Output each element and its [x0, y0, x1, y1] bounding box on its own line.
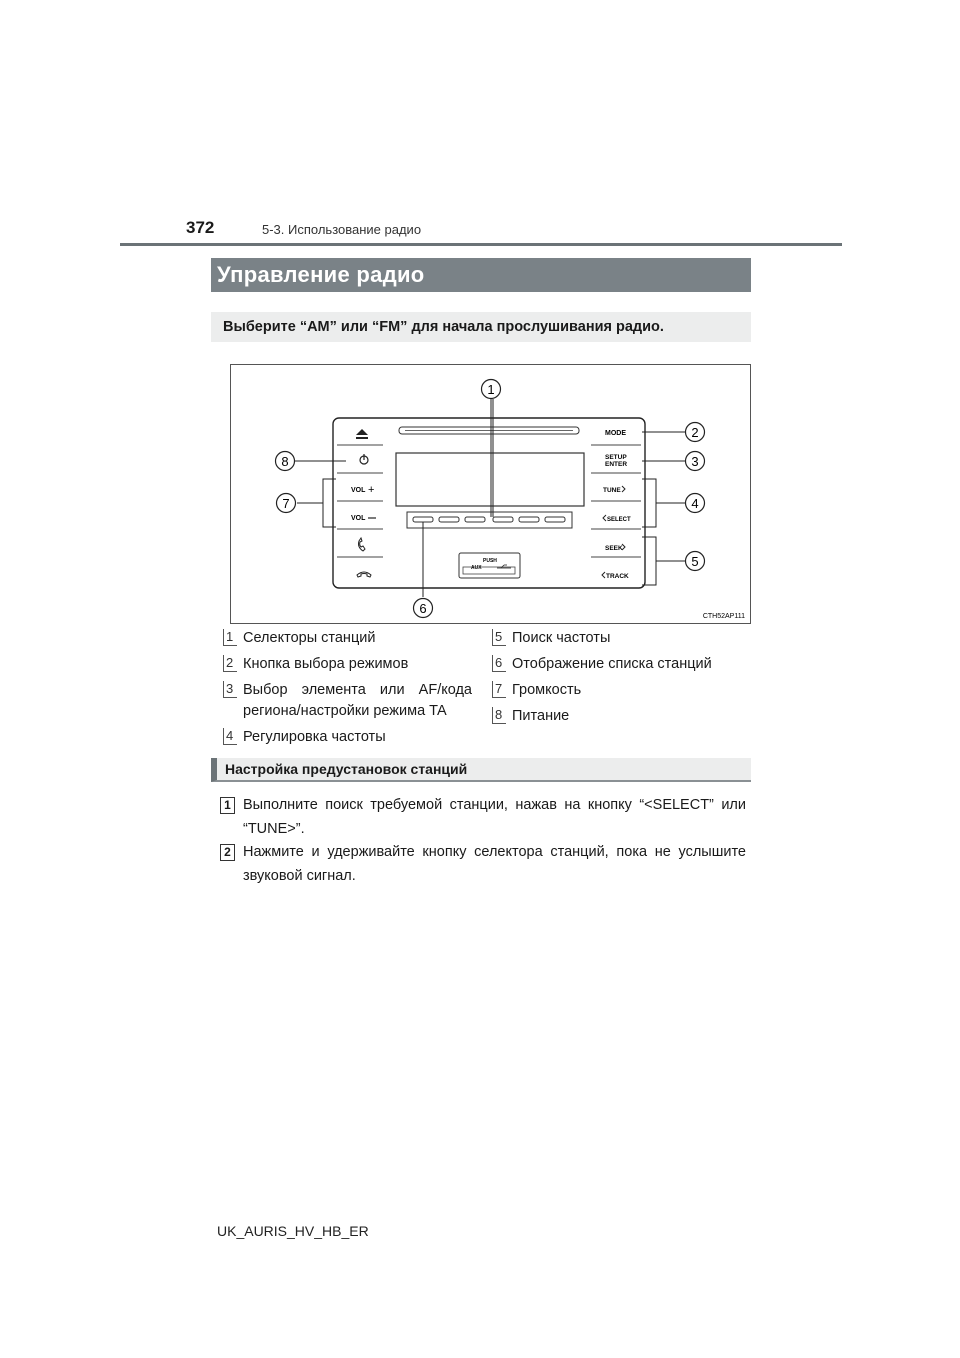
legend-text: Питание: [512, 708, 570, 724]
callout-3: [686, 452, 705, 471]
setup-label: SETUP: [605, 454, 627, 461]
callout-1: [482, 380, 501, 399]
legend-text: Кнопка выбора режимов: [243, 656, 409, 672]
page-title: Управление радио: [211, 258, 751, 292]
vol-minus-label: VOL: [351, 515, 366, 522]
aux-label: AUX: [471, 565, 482, 571]
legend-item-6: [492, 655, 747, 677]
legend-text: Селекторы станций: [243, 630, 376, 646]
callout-8: [276, 452, 295, 471]
legend-text: Регулировка частоты: [243, 729, 386, 745]
legend-text: Отображение списка станций: [512, 656, 712, 672]
legend-item-8: [492, 707, 747, 729]
step-number: 1: [220, 797, 235, 814]
callout-7: [277, 494, 296, 513]
legend-number: 2: [223, 655, 237, 672]
svg-text:4: 4: [691, 496, 699, 511]
legend-number: 8: [492, 707, 506, 724]
page-number: 372: [186, 218, 215, 237]
select-label: SELECT: [607, 517, 631, 523]
callout-4: [686, 494, 705, 513]
legend-text: Поиск частоты: [512, 630, 611, 646]
legend-number: 6: [492, 655, 506, 672]
svg-text:5: 5: [691, 554, 699, 569]
legend-text: Громкость: [512, 682, 582, 698]
svg-text:2: 2: [691, 425, 699, 440]
step-text: Выполните поиск требуемой станции, нажав на кнопку “<SELECT” или “TUNE>”.: [243, 797, 746, 837]
svg-text:6: 6: [419, 601, 427, 616]
header-rule: [120, 243, 842, 246]
section-label: 5-3. Использование радио: [262, 222, 422, 237]
subsection-heading: Настройка предустановок станций: [211, 758, 751, 782]
radio-panel-illustration: [231, 365, 750, 623]
step-number: 2: [220, 844, 235, 861]
legend-item-4: [223, 728, 473, 750]
callout-5: [686, 552, 705, 571]
callout-6: [414, 599, 433, 618]
legend-item-2: [223, 655, 473, 677]
legend-number: 7: [492, 681, 506, 698]
enter-label: ENTER: [605, 461, 628, 468]
track-label: TRACK: [606, 573, 629, 580]
radio-panel-figure: [230, 364, 751, 624]
legend-number: 4: [223, 728, 237, 745]
figure-code: CTH52AP111: [702, 613, 745, 620]
step-text: Нажмите и удерживайте кнопку селектора станций, пока не услышите звуковой сигнал.: [243, 844, 746, 884]
legend-item-3: [223, 681, 473, 725]
legend-item-7: [492, 681, 747, 703]
svg-text:7: 7: [282, 496, 290, 511]
legend-item-5: [492, 629, 747, 651]
mode-label: MODE: [605, 430, 626, 437]
svg-text:1: 1: [487, 382, 495, 397]
tune-label: TUNE: [603, 487, 621, 494]
vol-plus-label: VOL: [351, 487, 366, 494]
push-label: PUSH: [483, 558, 497, 564]
plus-glyph: +: [368, 484, 375, 496]
svg-text:8: 8: [281, 454, 289, 469]
callout-2: [686, 423, 705, 442]
legend-number: 5: [492, 629, 506, 646]
seek-label: SEEK: [605, 545, 623, 552]
legend-item-1: [223, 629, 473, 651]
intro-note: Выберите “AM” или “FM” для начала прослушивания радио.: [211, 312, 751, 342]
legend-number: 1: [223, 629, 237, 646]
display-screen: [396, 453, 584, 506]
legend-text: Выбор элемента или AF/кода региона/настройки режима TA: [243, 682, 472, 719]
legend-number: 3: [223, 681, 237, 698]
svg-text:3: 3: [691, 454, 699, 469]
footer-code: UK_AURIS_HV_HB_ER: [217, 1223, 369, 1239]
